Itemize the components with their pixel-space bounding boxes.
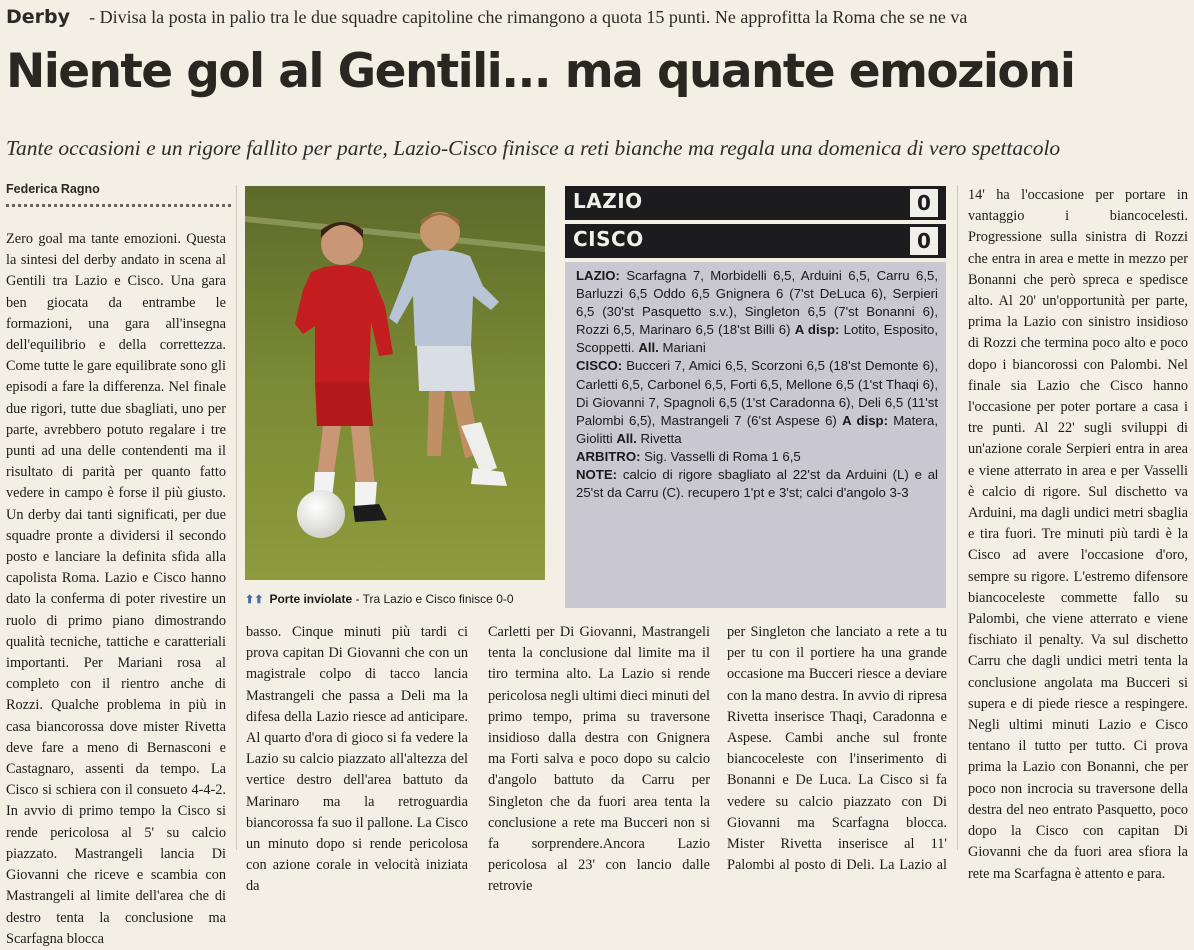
caption-arrow-icon: ⬆⬆ [245,594,264,606]
article-column-4 [727,622,947,876]
section-label: Derby [6,6,71,28]
tabellino [565,262,946,608]
kicker [6,6,1186,32]
lineup-cisco [576,357,938,447]
article-column-2 [246,622,468,898]
paragraph: Carletti per Di Giovanni, Mastrangeli tenta la conclusione dal limite ma il tiro termina alto. La Lazio si rende pericolosa negli ultimi dieci minuti del primo tempo, prima su traversone insidioso dalla destra con Gnignera ma Forti salva e poco dopo su calcio d'angolo battuto da Carru per Singleton che da fuori area tenta la conclusione a rete ma Bucceri non si fa sorprendere.Ancora Lazio pericolosa al 23' con lancio dalle retrovie [488,624,710,895]
bench: Matera, Giolitti [576,412,939,446]
column-rule [957,185,958,850]
players: Scarfagna 7, Morbidelli 6,5, Arduini 6,5, Carru 6,5, Barluzzi 6,5 Oddo 6,5 Gnignera 6 (7'st DeLuca 6), Serpieri 6,5 (30'st Pasquetto s.v.), Singleton 6,5 (7'st Bonanni 6), Rozzi 6,5, Marinaro 6,5 (18'st Billi 6) [576,268,938,338]
paragraph: per Singleton che lanciato a rete a tu per tu con il portiere ha una grande occasione ma Bucceri riesce a deviare con la mano destra. In avvio di ripresa Rivetta inserisce Thaqi, Caradonna e Aspese. Cambi anche sul fronte biancoceleste con l'inserimento di Bonanni e De Luca. La Cisco si fa vedere su calcio piazzato con Di Giovanni ma Scarfagna blocca. Mister Rivetta inserisce al 11' Palombi al posto di Deli. La Lazio al [727,624,947,874]
paragraph: Zero goal ma tante emozioni. Questa la sintesi del derby andato in scena al Gentili tra Lazio e Cisco. Una gara ben giocata da entrambe le formazioni, una gara all'insegna dell'equilibrio e della correttezza. Come tutte le gare equilibrate sono gli episodi a fare la differenza. Nel finale due rigori, tutte due sbagliati, uno per parte, avrebbero potuto regalare i tre punti ad una delle contendenti ma il risultato di parità per quanto fatto vedere in campo è forse il più giusto. Un derby dai tanti significati, per due squadre pronte a dividersi il secondo posto e lanciare la definita sfida alla capolista Roma. Lazio e Cisco hanno dato la conferma di poter rivestire un ruolo di primo piano dimostrando qualità tecniche, tattiche e caratteriali importanti. Per Mariani rosa al completo con il rientro anche di Rozzi. Qualche problema in più in casa biancorossa dove mister Rivetta deve fare a meno di Bernasconi e Castagnaro, assenti da tempo. La Cisco si schiera con il consueto 4-4-2. In avvio di primo tempo la Cisco si rende pericolosa al 5' su calcio piazzato. Mastrangeli lancia Di Giovanni che riceve e scambia con Mastrangeli al limite dell'area che di destro tenta la conclusione ma Scarfagna blocca [6,231,226,947]
players: Bucceri 7, Amici 6,5, Scorzoni 6,5 (18'st Demonte 6), Carletti 6,5, Carbonel 6,5, Forti 6,5, Mellone 6,5 (1'st Thaqi 6), Di Giovanni 7, Spagnoli 6,5 (1'st Caradonna 6), Deli 6,5 (11'st Palombi 6,5), Mastrangeli 7 (6'st Aspese 6) [576,358,938,428]
notes [576,466,938,502]
article-column-3 [488,622,710,898]
coach: Mariani [662,340,706,356]
scoreboard-row-cisco [565,224,946,258]
label: A disp: [842,412,888,428]
team-name: LAZIO [573,189,643,213]
notes-text: calcio di rigore sbagliato al 22'st da Arduini (L) e al 25'st da Carru (C). recupero 1'pt e 3'st; calci d'angolo 3-3 [576,467,938,501]
paragraph: Negli ultimi minuti Lazio e Cisco tentano il tutto per tutto. Ci prova prima la Lazio con Bonanni, che per poco non incrocia su traversone della destra del neo entrato Pasquetto, poco dopo la Cisco con capitan Di Giovanni che da fuori area sfiora la rete ma Scarfagna è attento e para. [968,717,1188,882]
paragraph: basso. Cinque minuti più tardi ci prova capitan Di Giovanni che con un magistrale colpo di tacco lancia Mastrangeli che passa a Deli ma la difesa della Lazio riesce ad anticipare. Al quarto d'ora di gioco si fa vedere la Lazio su calcio piazzato all'altezza del vertice destro dell'area battuto da Marinaro ma la retroguardia biancorossa fa suo il pallone. La Cisco un minuto dopo si rende pericolosa con azione corale in velocità iniziata da [246,624,468,895]
bench: Lotito, Esposito, Scoppetti. [576,322,938,356]
label: NOTE: [576,467,618,483]
label: LAZIO: [576,268,620,283]
referee-name: Sig. Vasselli di Roma 1 6,5 [644,448,801,464]
match-photo-illustration [245,186,545,580]
photo-caption [245,592,555,612]
coach: Rivetta [640,430,682,446]
label: CISCO: [576,358,623,374]
label: ARBITRO: [576,448,641,464]
article-column-1 [6,229,226,950]
lineup-lazio [576,267,938,357]
kicker-text: - Divisa la posta in palio tra le due squadre capitoline che rimangono a quota 15 punti. Ne approfitta la Roma che se ne va [89,7,968,27]
column-rule [236,185,237,850]
scoreboard-row-lazio [565,186,946,220]
label: All. [638,340,659,356]
label: A disp: [794,322,840,338]
article-column-5 [968,185,1188,885]
ball [297,490,345,538]
referee [576,448,938,466]
subhead: Tante occasioni e un rigore fallito per parte, Lazio-Cisco finisce a reti bianche ma regala una domenica di vero spettacolo [6,136,1061,160]
caption-text: - Tra Lazio e Cisco finisce 0-0 [355,592,514,606]
match-photo [245,186,545,580]
team-score: 0 [910,227,938,255]
paragraph: 14' ha l'occasione per portare in vantaggio i biancocelesti. Progressione sulla sinistra di Rozzi che entra in area e mette in mezzo per Bonanni che però spreca e spedisce alto. Al 20' un'opportunità per parte, prima la Lazio con sinistro insidioso di Rozzi che termina poco alto e poco dopo i biancorossi con Palombi. Nel finale sia Lazio che Cisco hanno l'occasione per poter portare a casa i tre punti. Al 22' sugli sviluppi di un'azione corale Serpieri entra in area e viene atterrato in area e per Vasselli è calcio di rigore. Sul dischetto va Arduini, ma dagli undici metri sbaglia e tira fuori. Tre minuti più tardi è la Cisco ad avere l'occasione d'oro, sempre su rigore. L'estremo difensore biancoceleste commette fallo su Palombi, che viene atterrato e viene fischiato il penalty. Va sul dischetto Carru che dagli undici metri tenta la conclusione angolata ma Bucceri si supera e di piede riesce a respingere. [968,187,1188,712]
label: All. [616,430,637,446]
team-name: CISCO [573,227,644,251]
headline: Niente gol al Gentili... ma quante emozioni [6,44,1075,99]
caption-title: Porte inviolate [269,592,353,606]
byline: Federica Ragno [6,182,231,207]
team-score: 0 [910,189,938,217]
